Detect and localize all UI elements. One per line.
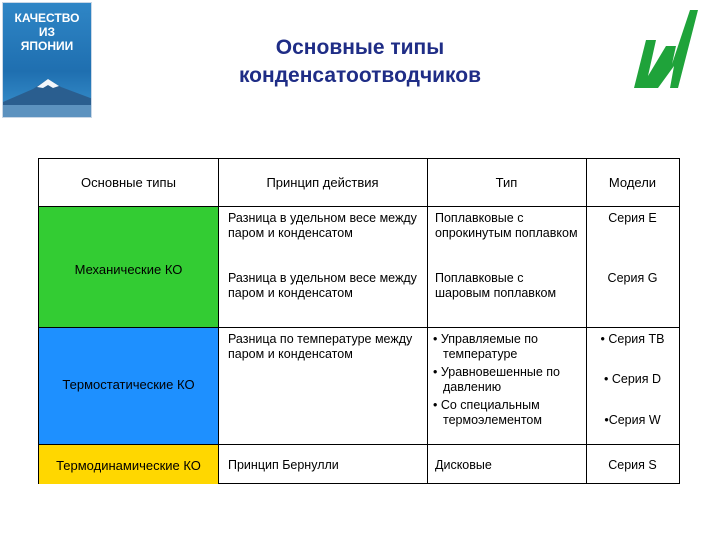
steam-traps-table (38, 158, 680, 484)
row3-model-2: • Серия D (603, 372, 662, 386)
row3-types (431, 332, 583, 431)
header-main-types: Основные типы (81, 175, 176, 190)
page-title (160, 34, 560, 90)
row2-model: Серия G (607, 271, 658, 285)
row4-principle: Принцип Бернулли (228, 458, 339, 472)
row2-principle: Разница в удельном весе между паром и конденсатом (228, 271, 417, 300)
row3-type-item: • Со специальным термоэлементом (431, 398, 583, 428)
quality-japan-logo (2, 2, 92, 118)
header-models: Модели (608, 175, 657, 190)
company-logo-icon (626, 6, 700, 92)
group-thermodynamic: Термодинамические КО (56, 458, 201, 473)
header-principle: Принцип действия (266, 175, 379, 190)
row3-principle: Разница по температуре между паром и конденсатом (228, 332, 413, 361)
logo-text (3, 11, 91, 53)
group-mechanical: Механические КО (74, 262, 183, 277)
row3-type-item: • Уравновешенные по давлению (431, 365, 583, 395)
row4-type: Дисковые (435, 458, 492, 472)
row1-type: Поплавковые с опрокинутым поплавком (435, 211, 578, 240)
row3-type-item: • Управляемые по температуре (431, 332, 583, 362)
logo-line-3: ЯПОНИИ (20, 39, 74, 53)
logo-line-2: ИЗ (38, 25, 56, 39)
row3-model-1: • Серия TB (600, 332, 665, 346)
row1-principle: Разница в удельном весе между паром и конденсатом (228, 211, 417, 240)
row2-type: Поплавковые с шаровым поплавком (435, 271, 557, 300)
group-thermostatic: Термостатические КО (62, 377, 195, 392)
mount-fuji-icon (3, 57, 92, 117)
row4-model: Серия S (608, 458, 657, 472)
title-line-1: Основные типы (275, 36, 445, 59)
title-line-2: конденсатоотводчиков (238, 64, 482, 87)
header-type: Тип (495, 175, 518, 190)
row1-model: Серия E (608, 211, 657, 225)
logo-line-1: КАЧЕСТВО (14, 11, 80, 25)
row3-model-3: •Серия W (604, 413, 661, 427)
